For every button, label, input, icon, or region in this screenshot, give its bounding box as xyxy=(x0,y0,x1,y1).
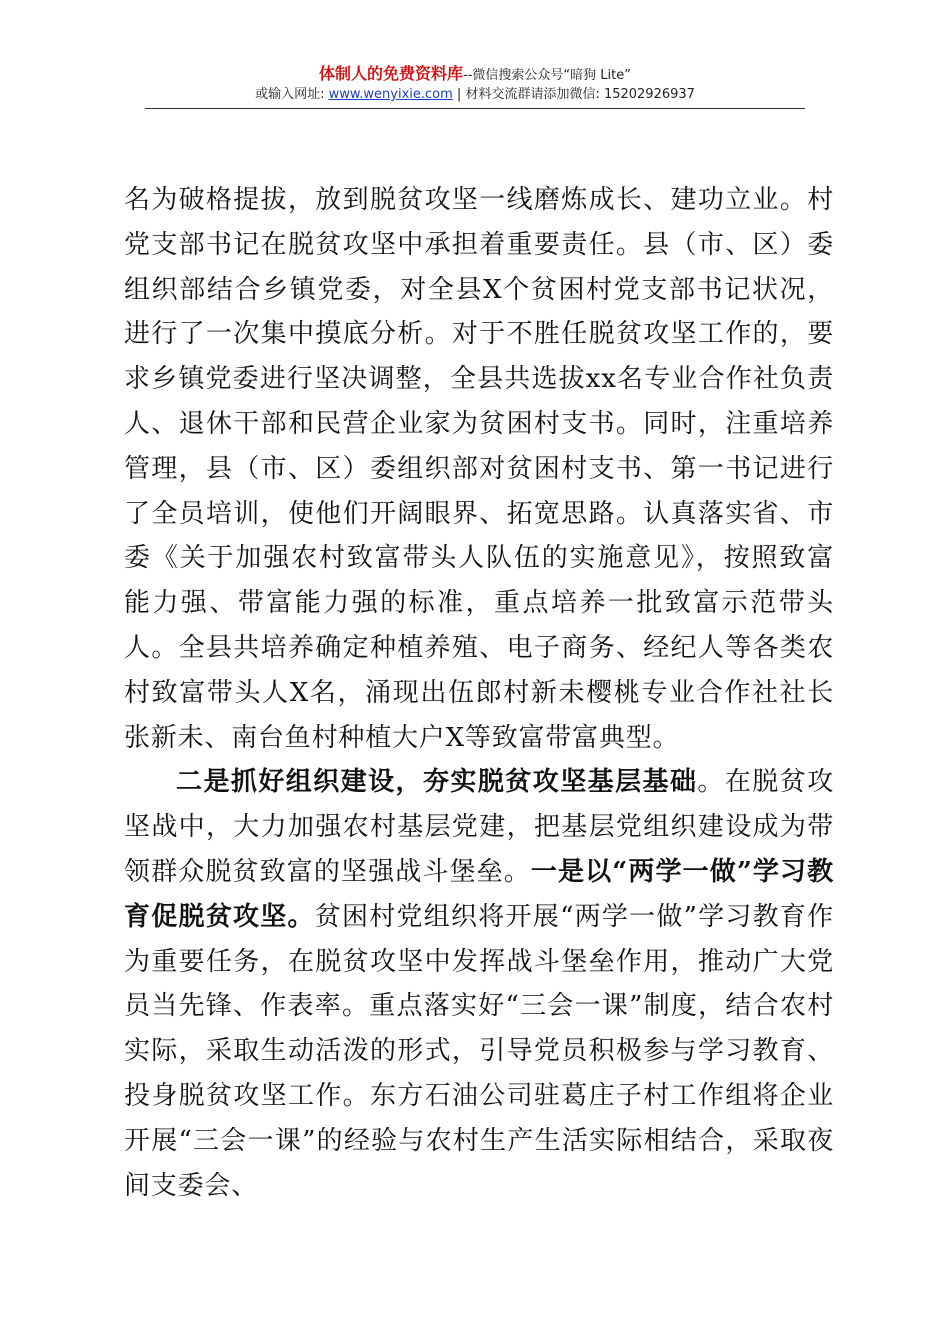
paragraph-continued: 名为破格提拔，放到脱贫攻坚一线磨炼成长、建功立业。村党支部书记在脱贫攻坚中承担着重要责任。县（市、区）委组织部结合乡镇党委，对全县X个贫困村党支部书记状况，进行了一次集中摸底分析。对于不胜任脱贫攻坚工作的，要求乡镇党委进行坚决调整，全县共选拔xx名专业合作社负责人、退休干部和民营企业家为贫困村支书。同时，注重培养管理，县（市、区）委组织部对贫困村支书、第一书记进行了全员培训，使他们开阔眼界、拓宽思路。认真落实省、市委《关于加强农村致富带头人队伍的实施意见》，按照致富能力强、带富能力强的标准，重点培养一批致富示范带头人。全县共培养确定种植养殖、电子商务、经纪人等各类农村致富带头人X名，涌现出伍郎村新未樱桃专业合作社社长张新未、南台鱼村种植大户X等致富带富典型。 xyxy=(124,185,834,753)
website-link[interactable]: www.wenyixie.com xyxy=(328,87,453,102)
subsection-heading: 一是以“两学一做”学习教育促脱贫攻坚。 xyxy=(124,856,834,932)
url-prefix: 或输入网址: xyxy=(255,87,329,102)
header-slogan: --微信搜索公众号“暗狗 Lite” xyxy=(463,68,631,83)
paragraph-text-continued: 贫困村党组织将开展“两学一做”学习教育作为重要任务，在脱贫攻坚中发挥战斗堡垒作用，推动广大党员当先锋、作表率。重点落实好“三会一课”制度，结合农村实际，采取生动活泼的形式，引导党员积极参与学习教育、投身脱贫攻坚工作。东方石油公司驻葛庄子村工作组将企业开展“三会一课”的经验与农村生产生活实际相结合，采取夜间支委会、 xyxy=(124,901,834,1201)
header-line-1 xyxy=(0,64,950,86)
brand-title: 体制人的免费资料库 xyxy=(319,64,464,83)
header-divider xyxy=(145,108,805,109)
document-body xyxy=(124,178,834,1208)
document-header xyxy=(0,64,950,104)
header-line-2 xyxy=(0,86,950,104)
section-heading: 二是抓好组织建设，夯实脱贫攻坚基层基础 xyxy=(176,767,698,798)
contact-info: | 材料交流群请添加微信: 15202926937 xyxy=(452,87,695,102)
paragraph-text: 。在脱贫攻坚战中，大力加强农村基层党建，把基层党组织建设成为带领群众脱贫致富的坚强战斗堡垒。 xyxy=(124,767,834,887)
paragraph-organization xyxy=(124,760,834,1208)
